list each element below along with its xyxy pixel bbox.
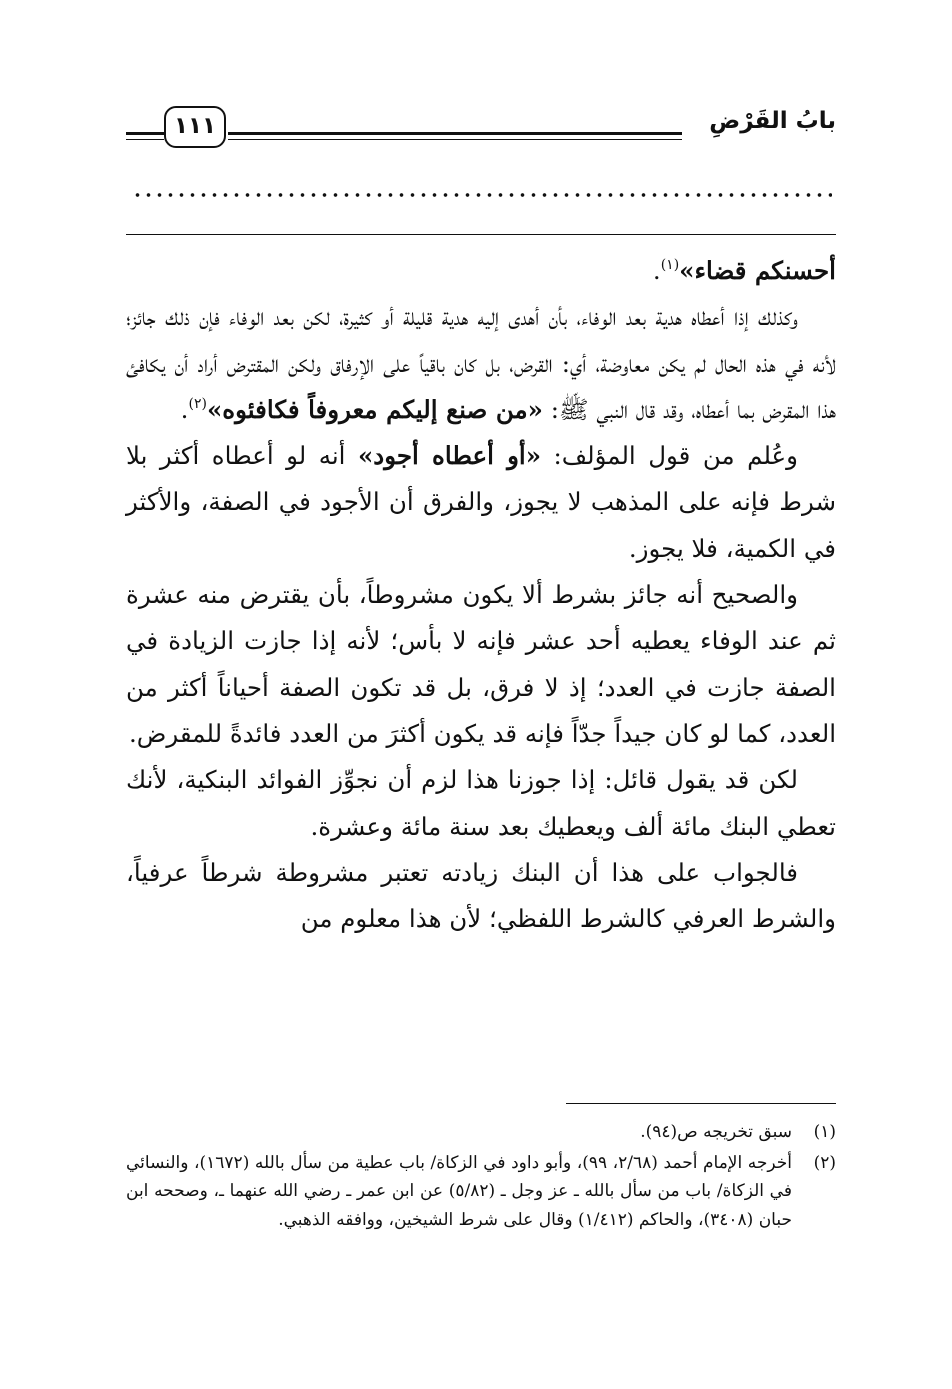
- footnote-item: [126, 1118, 836, 1147]
- paragraph-text: وكذلك إذا أعطاه هدية بعد الوفاء، بأن أهدى إليه هدية قليلة أو كثيرة، لكن بعد الوفاء فإن ذلك جائز؛ لأنه في هذه الحال لم يكن معاوضة، أي: القرض، بل كان باقياً على الإرفاق ولكن المقترض أراد أن يكافئ هذا المقرض بما أعطاه، وقد قال النبي ﷺ:: [126, 302, 836, 424]
- paragraph: فالجواب على هذا أن البنك زيادته تعتبر مشروطة شرطاً عرفياً، والشرط العرفي كالشرط اللفظي؛ لأن هذا معلوم من: [126, 857, 836, 934]
- header-rule-left-thin: [126, 139, 164, 140]
- footnote-ref: (٢): [188, 395, 207, 412]
- chapter-title: بابُ القَرْضِ: [709, 108, 836, 134]
- section-divider: [126, 234, 836, 235]
- page-header: [126, 104, 836, 154]
- footnote-number: (١): [813, 1122, 836, 1142]
- paragraph-text: أنه لو أعطاه أكثر بلا شرط فإنه على المذهب لا يجوز، والفرق أن الأجود في الصفة، والأكثر في الكمية، فلا يجوز.: [126, 441, 836, 563]
- page-number: ١١١: [164, 106, 226, 148]
- paragraph-text: وعُلم من قول المؤلف:: [541, 441, 799, 471]
- footnote-text: سبق تخريجه ص(٩٤).: [640, 1122, 792, 1142]
- footnote-number: (٢): [813, 1152, 836, 1173]
- hadith-quote: «من صنع إليكم معروفاً فكافئوه»: [206, 394, 543, 424]
- punctuation: .: [652, 256, 661, 285]
- paragraph: [126, 294, 836, 433]
- paragraph: [126, 248, 836, 294]
- footnote-item: [126, 1149, 836, 1235]
- footnote-text: أخرجه الإمام أحمد (٢/٦٨، ٩٩)، وأبو داود في الزكاة/ باب عطية من سأل بالله (١٦٧٢)، والنسائي في الزكاة/ باب من سأل بالله ـ عز وجل ـ (٥/٨٢) عن ابن عمر ـ رضي الله عنهما ـ، وصححه ابن حبان (٣٤٠٨)، والحاكم (١/٤١٢) وقال على شرط الشيخين، ووافقه الذهبي.: [126, 1152, 793, 1230]
- header-rule-left-thick: [126, 132, 164, 135]
- punctuation: .: [180, 394, 189, 424]
- paragraph: [126, 433, 836, 572]
- header-rule-thick: [228, 132, 682, 135]
- hadith-quote-end: أحسنكم قضاء»: [679, 256, 836, 285]
- paragraph: لكن قد يقول قائل: إذا جوزنا هذا لزم أن نجوِّز الفوائد البنكية، لأنك تعطي البنك مائة ألف ويعطيك بعد سنة مائة وعشرة.: [126, 765, 836, 841]
- footnotes: [126, 1118, 836, 1236]
- header-rule-thin: [228, 139, 682, 140]
- footnote-separator: [566, 1103, 836, 1104]
- footnote-ref: (١): [660, 257, 680, 273]
- main-text: [126, 248, 836, 942]
- paragraph: والصحيح أنه جائز بشرط ألا يكون مشروطاً، بأن يقترض منه عشرة ثم عند الوفاء يعطيه أحد عشر فإنه لا بأس؛ لأنه إذا جازت الزيادة في الصفة جازت في العدد؛ إذ لا فرق، بل قد تكون الصفة أحياناً أكثر من العدد، كما لو كان جيداً جدّاً فإنه قد يكون أكثرَ من العدد فائدةً للمقرض.: [126, 580, 836, 748]
- dotted-separator: [132, 188, 832, 202]
- author-quote: «أو أعطاه أجود»: [357, 441, 542, 471]
